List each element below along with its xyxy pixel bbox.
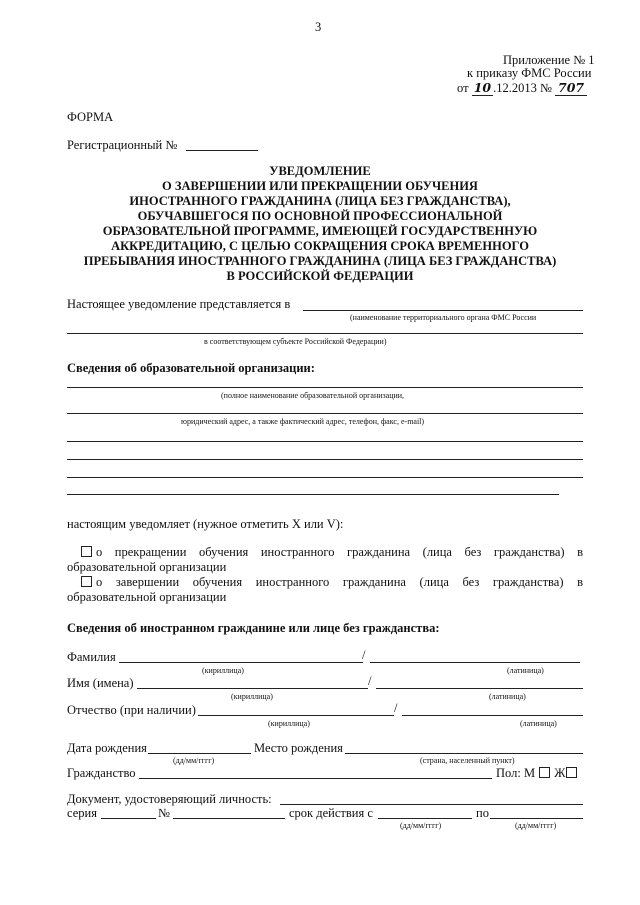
reg-number-label: Регистрационный № <box>67 138 178 152</box>
validity-to-label: по <box>476 806 489 820</box>
document-title <box>40 164 600 284</box>
surname-latin-hint: (латиница) <box>507 666 544 675</box>
surname-label: Фамилия <box>67 650 116 664</box>
title-line: АККРЕДИТАЦИЮ, С ЦЕЛЬЮ СОКРАЩЕНИЯ СРОКА ВРЕМЕННОГО <box>111 239 529 253</box>
submitted-to-hint2: в соответствующем субъекте Российской Федерации) <box>204 337 387 346</box>
patronymic-cyrillic-hint: (кириллица) <box>268 719 310 728</box>
validity-to-hint: (дд/мм/гггг) <box>515 821 557 830</box>
option1-row <box>67 545 583 560</box>
title-line: УВЕДОМЛЕНИЕ <box>269 164 371 178</box>
number-field[interactable] <box>173 818 285 819</box>
surname-cyrillic-hint: (кириллица) <box>202 666 244 675</box>
title-line: ПРЕБЫВАНИЯ ИНОСТРАННОГО ГРАЖДАНИНА (ЛИЦА БЕЗ ГРАЖДАНСТВА) <box>83 254 557 268</box>
surname-slash: / <box>362 648 366 662</box>
sex-f-checkbox[interactable] <box>566 767 577 778</box>
validity-to-field[interactable] <box>490 818 583 819</box>
option2-row <box>67 575 583 590</box>
name-slash: / <box>368 674 372 688</box>
birthplace-label: Место рождения <box>254 741 343 755</box>
series-field[interactable] <box>101 818 156 819</box>
dob-hint: (дд/мм/гггг) <box>173 756 215 765</box>
option1-checkbox[interactable] <box>81 546 92 557</box>
org-extra-field-4[interactable] <box>67 494 559 495</box>
id-doc-label: Документ, удостоверяющий личность: <box>67 792 272 806</box>
option2-text-line2: образовательной организации <box>67 590 227 604</box>
validity-label: срок действия с <box>289 806 373 820</box>
appendix-day: 10 <box>473 80 492 95</box>
org-address-field[interactable] <box>67 413 583 414</box>
title-line: В РОССИЙСКОЙ ФЕДЕРАЦИИ <box>226 269 414 283</box>
option2-checkbox[interactable] <box>81 576 92 587</box>
patronymic-latin-field[interactable] <box>402 715 583 716</box>
option1-text: о прекращении обучения иностранного гражданина (лица без гражданства) в <box>96 545 583 559</box>
page-number: 3 <box>315 20 322 34</box>
id-doc-field[interactable] <box>280 804 583 805</box>
number-label: № <box>158 806 170 820</box>
submitted-to-field-2[interactable] <box>67 333 583 334</box>
sex-label-m: Пол: М <box>496 766 536 780</box>
title-line: О ЗАВЕРШЕНИИ ИЛИ ПРЕКРАЩЕНИИ ОБУЧЕНИЯ <box>162 179 478 193</box>
option1-text-line2: образовательной организации <box>67 560 227 574</box>
reg-number-field[interactable] <box>186 150 258 151</box>
name-label: Имя (имена) <box>67 676 134 690</box>
patronymic-latin-hint: (латиница) <box>520 719 557 728</box>
dob-label: Дата рождения <box>67 741 147 755</box>
title-line: ИНОСТРАННОГО ГРАЖДАНИНА (ЛИЦА БЕЗ ГРАЖДАНСТВА), <box>129 194 511 208</box>
person-section-heading: Сведения об иностранном гражданине или лице без гражданства: <box>67 621 440 635</box>
submitted-to-field[interactable] <box>303 310 583 311</box>
sex-group <box>496 766 581 781</box>
sex-label-f: Ж <box>554 766 566 780</box>
title-line: ОБУЧАВШЕГОСЯ ПО ОСНОВНОЙ ПРОФЕССИОНАЛЬНОЙ <box>137 209 503 223</box>
appendix-line3 <box>457 80 587 96</box>
validity-from-field[interactable] <box>378 818 472 819</box>
appendix-date-rest: .12.2013 № <box>493 81 552 95</box>
notify-label: настоящим уведомляет (нужное отметить X или V): <box>67 517 344 531</box>
surname-cyrillic-field[interactable] <box>119 662 363 663</box>
title-line: ОБРАЗОВАТЕЛЬНОЙ ПРОГРАММЕ, ИМЕЮЩЕЙ ГОСУДАРСТВЕННУЮ <box>102 224 538 238</box>
appendix-line1: Приложение № 1 <box>503 53 595 67</box>
org-name-field[interactable] <box>67 387 583 388</box>
appendix-from: от <box>457 81 469 95</box>
org-address-hint: юридический адрес, а также фактический адрес, телефон, факс, e-mail) <box>181 417 425 426</box>
org-name-hint: (полное наименование образовательной организации, <box>221 391 405 400</box>
name-latin-field[interactable] <box>376 688 583 689</box>
forma-label: ФОРМА <box>67 110 114 124</box>
validity-from-hint: (дд/мм/гггг) <box>400 821 442 830</box>
sex-m-checkbox[interactable] <box>539 767 550 778</box>
birthplace-hint: (страна, населенный пункт) <box>420 756 515 765</box>
citizenship-field[interactable] <box>139 778 492 779</box>
org-extra-field-3[interactable] <box>67 477 583 478</box>
org-extra-field-1[interactable] <box>67 441 583 442</box>
org-extra-field-2[interactable] <box>67 459 583 460</box>
org-section-heading: Сведения об образовательной организации: <box>67 361 315 375</box>
dob-field[interactable] <box>148 753 251 754</box>
submitted-to-hint1: (наименование территориального органа ФМС России <box>350 313 537 322</box>
name-cyrillic-field[interactable] <box>137 688 368 689</box>
appendix-line2: к приказу ФМС России <box>467 66 592 80</box>
option2-text: о завершении обучения иностранного гражданина (лица без гражданства) в <box>96 575 583 589</box>
citizenship-label: Гражданство <box>67 766 136 780</box>
submitted-to-label: Настоящее уведомление представляется в <box>67 297 291 311</box>
name-latin-hint: (латиница) <box>489 692 526 701</box>
surname-latin-field[interactable] <box>370 662 580 663</box>
patronymic-cyrillic-field[interactable] <box>198 715 394 716</box>
series-label: серия <box>67 806 97 820</box>
appendix-number: 707 <box>555 80 587 96</box>
patronymic-label: Отчество (при наличии) <box>67 703 196 717</box>
birthplace-field[interactable] <box>345 753 583 754</box>
name-cyrillic-hint: (кириллица) <box>231 692 273 701</box>
patronymic-slash: / <box>394 701 398 715</box>
